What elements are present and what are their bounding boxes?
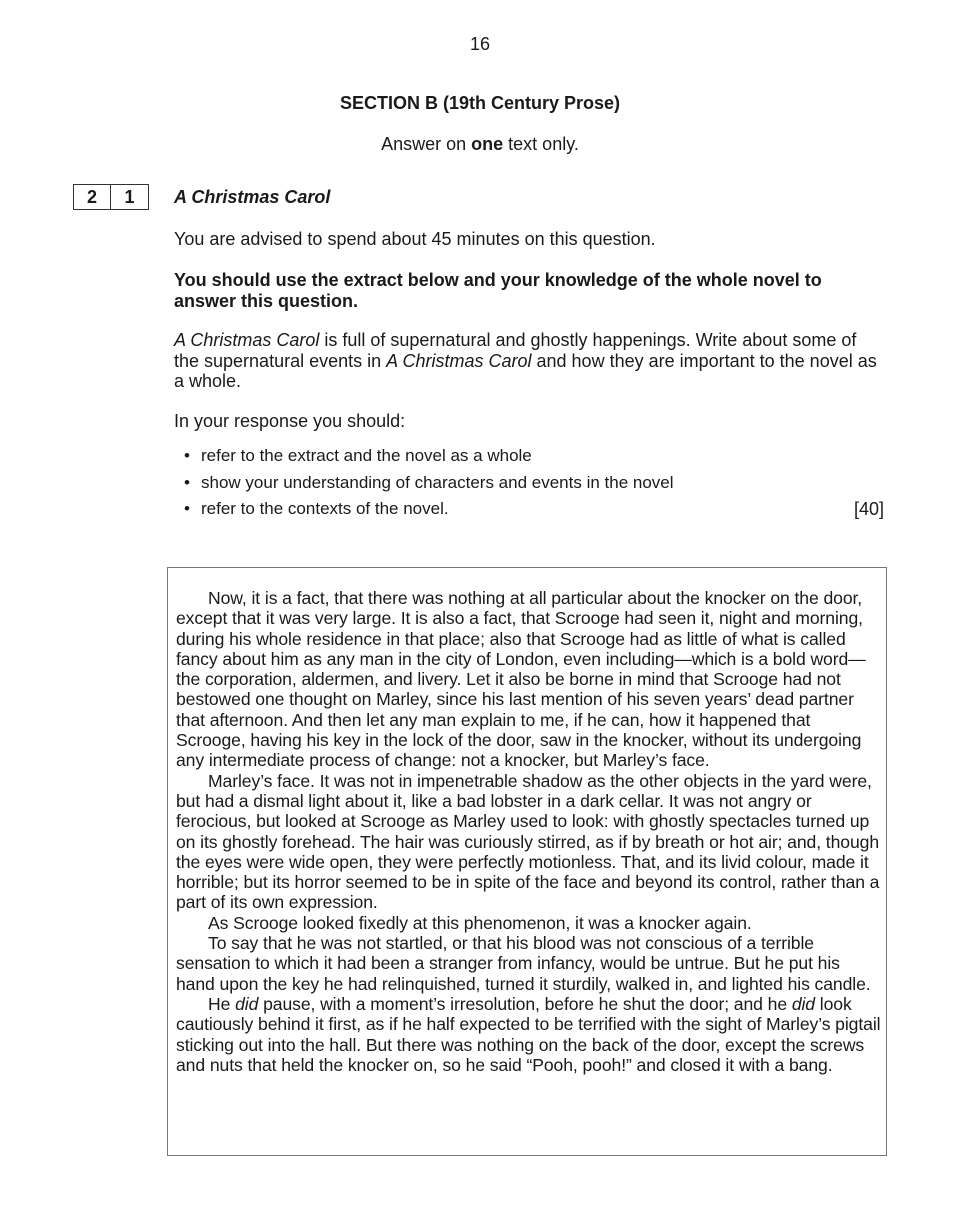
question-instruction: You should use the extract below and your knowledge of the whole novel to answer this question.: [174, 270, 822, 311]
section-title: SECTION B (19th Century Prose): [339, 93, 621, 113]
task-text: and how they are important to the novel as a whole.: [174, 350, 877, 391]
extract-paragraph: As Scrooge looked fixedly at this phenomenon, it was a knocker again.: [208, 912, 752, 933]
extract-text: [176, 588, 881, 1075]
question-number-digit: 2: [73, 184, 111, 210]
instruction-emphasis: one: [471, 134, 504, 154]
response-guidance-list: [184, 446, 884, 526]
response-intro: In your response you should:: [174, 411, 406, 431]
extract-paragraph: [176, 994, 881, 1075]
page-number: 16: [469, 34, 491, 54]
marks-badge: [40]: [853, 499, 884, 519]
extract-paragraph: To say that he was not startled, or that his blood was not conscious of a terrible sensation to which it had been a stranger from infancy, would be untrue. But he put his hand upon the key he had relinquished, turned it sturdily, walked in, and lighted his candle.: [176, 933, 871, 994]
extract-emphasis: did: [791, 993, 815, 1014]
extract-paragraph: Now, it is a fact, that there was nothing at all particular about the knocker on the door, except that it was very large. It is also a fact, that Scrooge had seen it, night and morning, during his whole residence in that place; also that Scrooge had as little of what is called fancy about him as any man in the city of London, even including—which is a bold word—the corporation, aldermen, and livery. Let it also be borne in mind that Scrooge had not bestowed one thought on Marley, since his last mention of his seven years’ dead partner that afternoon. And then let any man explain to me, if he can, how it happened that Scrooge, having his key in the lock of the door, saw in the knocker, without its undergoing any intermediate process of change: not a knocker, but Marley’s face.: [176, 588, 866, 771]
instruction-suffix: text only.: [503, 134, 579, 154]
guidance-text: refer to the contexts of the novel.: [201, 499, 449, 518]
instruction-prefix: Answer on: [381, 134, 472, 154]
task-title-italic: A Christmas Carol: [386, 350, 532, 371]
question-title: A Christmas Carol: [174, 187, 331, 207]
guidance-item: [184, 446, 884, 473]
extract-segment: look cautiously behind it first, as if he half expected to be terrified with the sight of Marley’s pigtail sticking out into the hall. But there was nothing on the back of the door, except the screws and nuts that held the knocker on, so he said “Pooh, pooh!” and closed it with a bang.: [176, 993, 881, 1075]
extract-emphasis: did: [235, 993, 259, 1014]
question-number-digit: 1: [111, 184, 149, 210]
guidance-item: [184, 473, 884, 500]
guidance-text: refer to the extract and the novel as a whole: [201, 446, 532, 465]
guidance-item: [184, 499, 884, 526]
extract-segment: He: [208, 993, 236, 1014]
task-title-italic: A Christmas Carol: [174, 330, 320, 350]
time-advice: You are advised to spend about 45 minutes on this question.: [174, 229, 656, 249]
task-text: is full of supernatural and ghostly happenings. Write about some of the supernatural events in: [174, 330, 857, 371]
question-number-boxes: [73, 184, 149, 210]
question-task: [174, 330, 884, 392]
guidance-text: show your understanding of characters and events in the novel: [201, 472, 674, 492]
extract-segment: pause, with a moment’s irresolution, before he shut the door; and he: [258, 993, 792, 1014]
extract-paragraph: Marley’s face. It was not in impenetrable shadow as the other objects in the yard were, but had a dismal light about it, like a bad lobster in a dark cellar. It was not angry or ferocious, but looked at Scrooge as Marley used to look: with ghostly spectacles turned up on its ghostly forehead. The hair was curiously stirred, as if by breath or hot air; and, though the eyes were wide open, they were perfectly motionless. That, and its livid colour, made it horrible; but its horror seemed to be in spite of the face and beyond its control, rather than a part of its own expression.: [176, 770, 880, 913]
section-instruction: [0, 134, 960, 155]
